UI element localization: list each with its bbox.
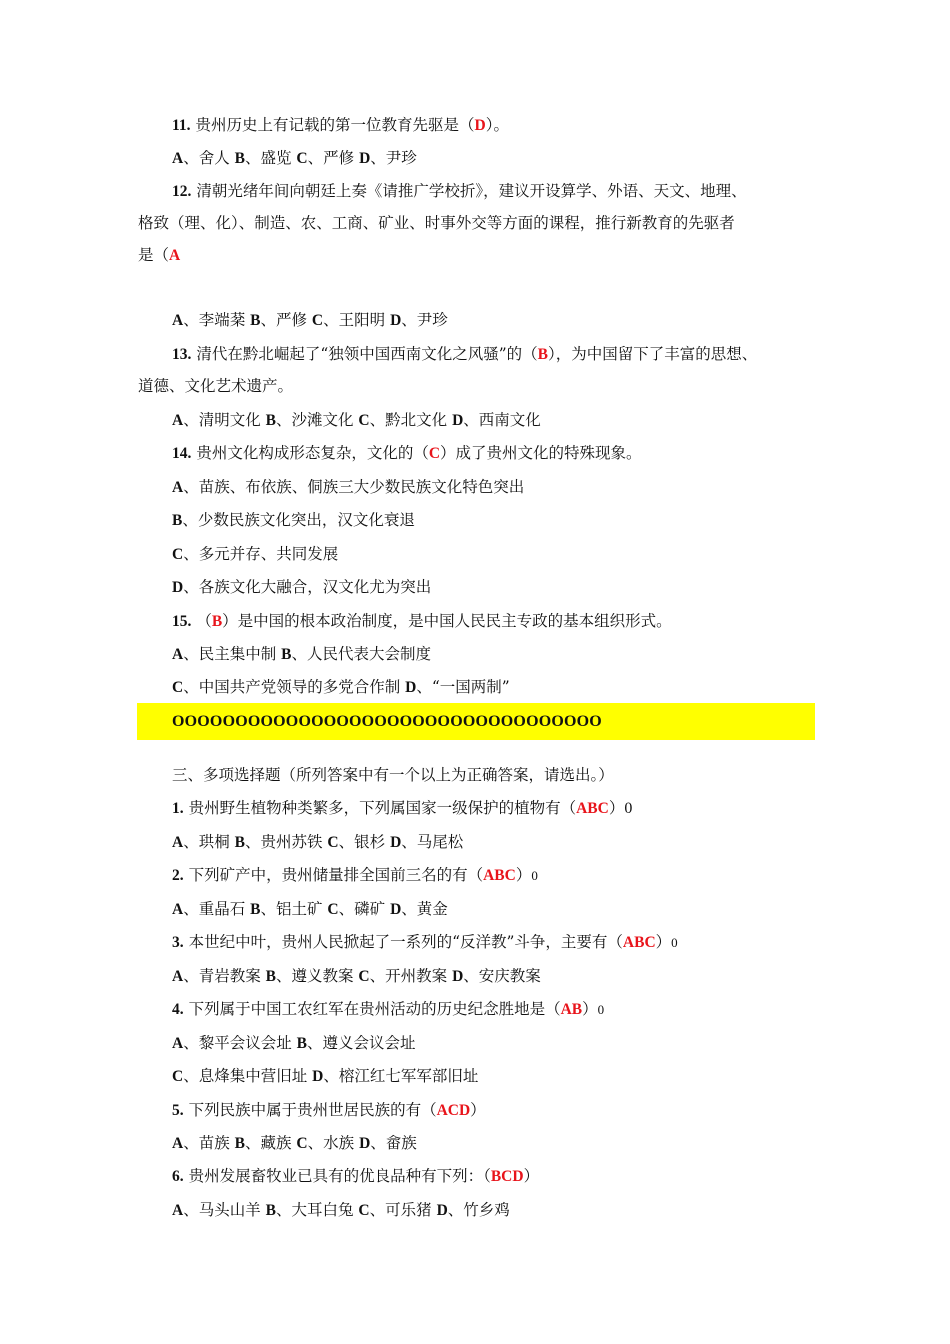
option-letter: B bbox=[234, 150, 245, 167]
option-text: 、严修 bbox=[260, 311, 312, 329]
question-text: 格致（理、化）、制造、农、工商、矿业、时事外交等方面的课程，推行新教育的先驱者 bbox=[138, 214, 735, 232]
option-letter: C bbox=[358, 1202, 370, 1219]
option-letter: C bbox=[358, 412, 370, 429]
question-text: 清代在黔北崛起了“独领中国西南文化之风骚”的（ bbox=[196, 345, 538, 363]
option-letter: D bbox=[405, 679, 417, 696]
option-text: 、磷矿 bbox=[338, 900, 391, 918]
question-number: 2. bbox=[172, 867, 184, 884]
option-letter: D bbox=[312, 1068, 324, 1085]
option-text: 、盛览 bbox=[244, 149, 297, 167]
question-11-options bbox=[172, 148, 417, 169]
option-text: 、开州教案 bbox=[369, 967, 453, 985]
option-letter: C bbox=[327, 834, 339, 851]
question-text: 下列属于中国工农红军在贵州活动的历史纪念胜地是（ bbox=[188, 1000, 561, 1018]
question-text-tail: ）。 bbox=[485, 116, 509, 134]
question-text: 贵州文化构成形态复杂，文化的（ bbox=[196, 444, 429, 462]
option-letter: B bbox=[234, 834, 245, 851]
question-13-line2 bbox=[138, 376, 293, 396]
option-text: 、可乐猪 bbox=[369, 1201, 437, 1219]
question-text-tail: ） bbox=[523, 1167, 540, 1185]
answer-key: C bbox=[428, 445, 441, 462]
question-text-tail: ），为中国留下了丰富的思想、 bbox=[548, 345, 758, 363]
option-letter: A bbox=[172, 1135, 184, 1152]
multi-question-3 bbox=[172, 932, 678, 953]
option-letter: B bbox=[265, 412, 276, 429]
question-12-options bbox=[172, 310, 448, 331]
question-text-tail: ） bbox=[515, 866, 532, 884]
multi-question-3-options bbox=[172, 966, 541, 987]
option-text: 、重晶石 bbox=[183, 900, 251, 918]
option-letter: A bbox=[172, 646, 184, 663]
question-15-options-1 bbox=[172, 644, 431, 665]
question-number: 11. bbox=[172, 117, 191, 134]
option-letter: A bbox=[172, 901, 184, 918]
option-letter: C bbox=[327, 901, 339, 918]
option-letter: C bbox=[172, 679, 184, 696]
option-text: 、安庆教案 bbox=[463, 967, 541, 985]
option-text: 、多元并存、共同发展 bbox=[183, 545, 339, 563]
answer-key: B bbox=[537, 346, 549, 363]
option-text: 、青岩教案 bbox=[183, 967, 266, 985]
multi-question-1 bbox=[172, 798, 632, 819]
question-text: （ bbox=[196, 612, 212, 630]
question-number: 15. bbox=[172, 613, 192, 630]
option-text: 、王阳明 bbox=[323, 311, 391, 329]
option-text: 、各族文化大融合，汉文化尤为突出 bbox=[183, 578, 432, 596]
section-title: 三、多项选择题（所列答案中有一个以上为正确答案，请选出。） bbox=[172, 766, 614, 784]
answer-key: ABC bbox=[576, 800, 609, 817]
option-text: 、铝土矿 bbox=[260, 900, 328, 918]
option-text: 、畲族 bbox=[370, 1134, 417, 1152]
answer-key: A bbox=[169, 247, 181, 264]
option-letter: A bbox=[172, 1035, 184, 1052]
option-letter: C bbox=[311, 312, 324, 329]
question-11 bbox=[172, 115, 509, 136]
question-text: 贵州历史上有记载的第一位教育先驱是（ bbox=[195, 116, 475, 134]
question-text: 贵州发展畜牧业已具有的优良品种有下列：（ bbox=[188, 1167, 491, 1185]
option-text: 、李端棻 bbox=[183, 311, 251, 329]
stray-zero: 0 bbox=[597, 1002, 605, 1017]
option-letter: B bbox=[296, 1035, 307, 1052]
option-text: 、“一国两制” bbox=[416, 678, 510, 696]
option-letter: C bbox=[296, 1135, 308, 1152]
multi-question-2-options bbox=[172, 899, 448, 920]
option-letter: C bbox=[172, 546, 184, 563]
stray-zero: 0 bbox=[531, 868, 538, 883]
answer-key: ACD bbox=[436, 1102, 471, 1119]
option-text: 、马头山羊 bbox=[183, 1201, 266, 1219]
question-number: 4. bbox=[172, 1001, 184, 1018]
question-text-tail: ） bbox=[470, 1101, 486, 1119]
option-letter: B bbox=[250, 312, 261, 329]
question-15-options-2 bbox=[172, 677, 510, 698]
question-text-tail: ） bbox=[655, 933, 672, 951]
option-letter: A bbox=[172, 312, 184, 329]
option-text: 、珙桐 bbox=[183, 833, 235, 851]
question-text-tail: ）是中国的根本政治制度，是中国人民民主专政的基本组织形式。 bbox=[222, 612, 672, 630]
option-text: 、水族 bbox=[307, 1134, 360, 1152]
option-letter: B bbox=[172, 512, 183, 529]
placeholder-text: OOOOOOOOOOOOOOOOOOOOOOOOOOOOOOOOOO bbox=[172, 713, 602, 730]
option-text: 、苗族 bbox=[183, 1134, 235, 1152]
multi-question-2 bbox=[172, 865, 538, 886]
option-text: 、尹珍 bbox=[401, 311, 448, 329]
question-number: 12. bbox=[172, 183, 192, 200]
question-12-line3 bbox=[138, 245, 180, 266]
option-text: 、息烽集中营旧址 bbox=[183, 1067, 313, 1085]
question-14-option-d bbox=[172, 577, 431, 598]
option-letter: D bbox=[359, 150, 371, 167]
multi-question-1-options bbox=[172, 832, 463, 853]
option-text: 、西南文化 bbox=[463, 411, 541, 429]
question-14-option-c bbox=[172, 544, 338, 565]
question-number: 3. bbox=[172, 934, 184, 951]
multi-question-4 bbox=[172, 999, 604, 1020]
section-heading bbox=[172, 765, 614, 785]
option-text: 、大耳白兔 bbox=[275, 1201, 359, 1219]
option-letter: B bbox=[265, 1202, 276, 1219]
option-text: 、尹珍 bbox=[370, 149, 417, 167]
option-text: 、中国共产党领导的多党合作制 bbox=[183, 678, 406, 696]
question-12 bbox=[172, 181, 747, 202]
option-letter: D bbox=[359, 1135, 371, 1152]
question-14-option-b bbox=[172, 510, 415, 531]
option-letter: A bbox=[172, 412, 184, 429]
question-13-options bbox=[172, 410, 541, 431]
multi-question-4-options-1 bbox=[172, 1033, 416, 1054]
answer-key: B bbox=[211, 613, 223, 630]
option-text: 、沙滩文化 bbox=[275, 411, 359, 429]
option-letter: C bbox=[358, 968, 370, 985]
question-number: 1. bbox=[172, 800, 184, 817]
option-text: 、竹乡鸡 bbox=[447, 1201, 510, 1219]
question-text-tail: ） bbox=[582, 1000, 598, 1018]
question-number: 6. bbox=[172, 1168, 184, 1185]
option-letter: B bbox=[281, 646, 292, 663]
option-text: 、马尾松 bbox=[401, 833, 464, 851]
option-letter: D bbox=[390, 834, 402, 851]
stray-zero: 0 bbox=[671, 935, 678, 950]
multi-question-4-options-2 bbox=[172, 1066, 478, 1087]
question-13 bbox=[172, 344, 757, 365]
option-letter: D bbox=[452, 968, 464, 985]
option-letter: A bbox=[172, 968, 184, 985]
question-number: 5. bbox=[172, 1102, 184, 1119]
answer-key: ABC bbox=[622, 934, 656, 951]
question-text-tail: ） bbox=[608, 799, 625, 817]
question-12-line2 bbox=[138, 213, 735, 233]
option-letter: D bbox=[172, 579, 184, 596]
answer-key: AB bbox=[560, 1001, 583, 1018]
option-text: 、藏族 bbox=[244, 1134, 297, 1152]
option-letter: C bbox=[172, 1068, 184, 1085]
answer-key: D bbox=[474, 117, 486, 134]
option-text: 、贵州苏铁 bbox=[244, 833, 328, 851]
option-text: 、黄金 bbox=[401, 900, 448, 918]
option-text: 、民主集中制 bbox=[183, 645, 282, 663]
question-14-option-a bbox=[172, 477, 524, 498]
option-letter: A bbox=[172, 479, 184, 496]
option-letter: B bbox=[250, 901, 261, 918]
question-14 bbox=[172, 443, 642, 464]
option-letter: A bbox=[172, 834, 184, 851]
question-text: 清朝光绪年间向朝廷上奏《请推广学校折》，建议开设算学、外语、天文、地理、 bbox=[196, 182, 747, 200]
option-letter: D bbox=[390, 901, 402, 918]
option-letter: D bbox=[390, 312, 402, 329]
multi-question-5 bbox=[172, 1100, 486, 1121]
multi-question-5-options bbox=[172, 1133, 417, 1154]
question-text: 道德、文化艺术遗产。 bbox=[138, 377, 294, 395]
option-text: 、黎平会议会址 bbox=[183, 1034, 297, 1052]
option-text: 、清明文化 bbox=[183, 411, 266, 429]
option-text: 、严修 bbox=[307, 149, 360, 167]
question-15 bbox=[172, 611, 672, 632]
option-text: 、遵义会议会址 bbox=[306, 1034, 416, 1052]
option-text: 、银杉 bbox=[338, 833, 391, 851]
option-text: 、苗族、布依族、侗族三大少数民族文化特色突出 bbox=[183, 478, 525, 496]
option-text: 、遵义教案 bbox=[275, 967, 359, 985]
answer-key: BCD bbox=[490, 1168, 524, 1185]
option-text: 、人民代表大会制度 bbox=[291, 645, 431, 663]
option-letter: A bbox=[172, 150, 184, 167]
question-text: 是（ bbox=[138, 246, 170, 264]
option-letter: B bbox=[265, 968, 276, 985]
option-text: 、榕江红七军军部旧址 bbox=[323, 1067, 479, 1085]
question-text-tail: ）成了贵州文化的特殊现象。 bbox=[440, 444, 642, 462]
option-letter: A bbox=[172, 1202, 184, 1219]
question-number: 14. bbox=[172, 445, 192, 462]
question-text: 本世纪中叶，贵州人民掀起了一系列的“反洋教”斗争，主要有（ bbox=[188, 933, 623, 951]
question-text: 贵州野生植物种类繁多，下列属国家一级保护的植物有（ bbox=[188, 799, 577, 817]
answer-key: ABC bbox=[483, 867, 516, 884]
multi-question-6-options bbox=[172, 1200, 510, 1221]
option-letter: D bbox=[436, 1202, 448, 1219]
option-text: 、少数民族文化突出，汉文化衰退 bbox=[182, 511, 415, 529]
option-text: 、舍人 bbox=[183, 149, 235, 167]
option-text: 、黔北文化 bbox=[369, 411, 453, 429]
multi-question-6 bbox=[172, 1166, 539, 1187]
highlighted-placeholder-bar bbox=[137, 703, 815, 740]
option-letter: D bbox=[452, 412, 464, 429]
option-letter: C bbox=[296, 150, 308, 167]
stray-zero: 0 bbox=[624, 800, 633, 817]
question-text: 下列矿产中，贵州储量排全国前三名的有（ bbox=[188, 866, 484, 884]
question-number: 13. bbox=[172, 346, 192, 363]
option-letter: B bbox=[234, 1135, 245, 1152]
question-text: 下列民族中属于贵州世居民族的有（ bbox=[188, 1101, 437, 1119]
